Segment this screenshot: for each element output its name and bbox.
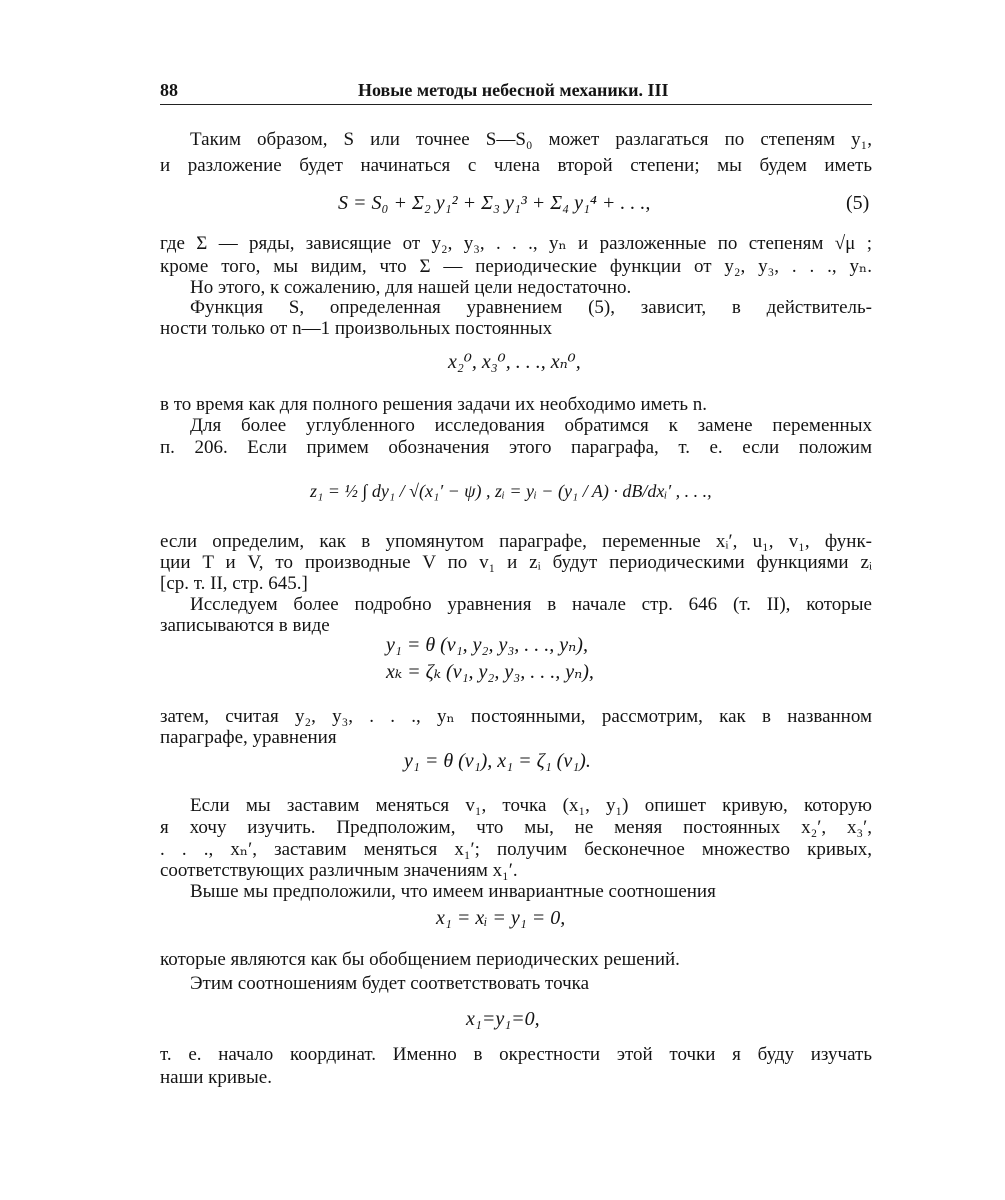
text-line: Функция S, определенная уравнением (5), зависит, в действитель- [190,297,872,318]
text-line: Исследуем более подробно уравнения в начале стр. 646 (т. II), которые [190,594,872,615]
text-line: если определим, как в упомянутом параграфе, переменные xᵢ′, u₁, v₁, функ- [160,531,872,552]
page-header [160,80,872,105]
text-line: которые являются как бы обобщением периодических решений. [160,949,680,970]
page-number: 88 [160,80,178,100]
text-line: п. 206. Если примем обозначения этого параграфа, т. е. если положим [160,437,872,458]
equation-theta: y₁ = θ (v₁), x₁ = ζ₁ (v₁). [404,750,591,772]
text-line: Таким образом, S или точнее S—S₀ может разлагаться по степеням y₁, [190,129,872,150]
text-line: Выше мы предположили, что имеем инвариантные соотношения [190,881,716,902]
text-line: затем, считая y₂, y₃, . . ., yₙ постоянными, рассмотрим, как в названном [160,706,872,727]
equation-invariant: x₁ = xᵢ = y₁ = 0, [436,907,566,929]
text-line: в то время как для полного решения задачи их необходимо иметь n. [160,394,708,415]
text-line: записываются в виде [160,615,330,636]
equation-xk: xₖ = ζₖ (v₁, y₂, y₃, . . ., yₙ), [386,661,594,683]
text-line: Но этого, к сожалению, для нашей цели недостаточно. [190,277,632,298]
text-line: т. е. начало координат. Именно в окрестности этой точки я буду изучать [160,1044,872,1065]
text-line: ции T и V, то производные V по v₁ и zᵢ будут периодическими функциями zᵢ [160,552,872,573]
text-line: и разложение будет начинаться с члена второй степени; мы будем иметь [160,155,872,176]
text-line: я хочу изучить. Предположим, что мы, не меняя постоянных x₂′, x₃′, [160,817,872,838]
text-line: Для более углубленного исследования обратимся к замене переменных [190,415,872,436]
equation-x0: x₂⁰, x₃⁰, . . ., xₙ⁰, [448,351,581,373]
text-line: кроме того, мы видим, что Σ — периодические функции от y₂, y₃, . . ., yₙ. [160,256,872,277]
running-title: Новые методы небесной механики. III [358,80,669,100]
text-line: Если мы заставим меняться v₁, точка (x₁, y₁) опишет кривую, которую [190,795,872,816]
text-line: параграфе, уравнения [160,727,337,748]
text-line: соответствующих различным значениям x₁′. [160,860,518,881]
text-line: . . ., xₙ′, заставим меняться x₁′; получим бесконечное множество кривых, [160,839,872,860]
text-line: Этим соотношениям будет соответствовать точка [190,973,590,994]
text-line: наши кривые. [160,1067,272,1088]
equation-origin: x₁=y₁=0, [466,1008,540,1030]
text-line: ности только от n—1 произвольных постоянных [160,318,553,339]
equation-z: z₁ = ½ ∫ dy₁ / √(x₁′ − ψ) , zᵢ = yᵢ − (y₁ / A) · dB/dxᵢ′ , . . ., [310,481,712,501]
text-line: [ср. т. II, стр. 645.] [160,573,308,594]
text-line: где Σ — ряды, зависящие от y₂, y₃, . . ., yₙ и разложенные по степеням √μ ; [160,233,872,254]
equation-y1: y₁ = θ (v₁, y₂, y₃, . . ., yₙ), [386,634,588,656]
equation-5: S = S₀ + Σ₂ y₁² + Σ₃ y₁³ + Σ₄ y₁⁴ + . . ., [338,192,651,214]
equation-number: (5) [846,192,870,214]
